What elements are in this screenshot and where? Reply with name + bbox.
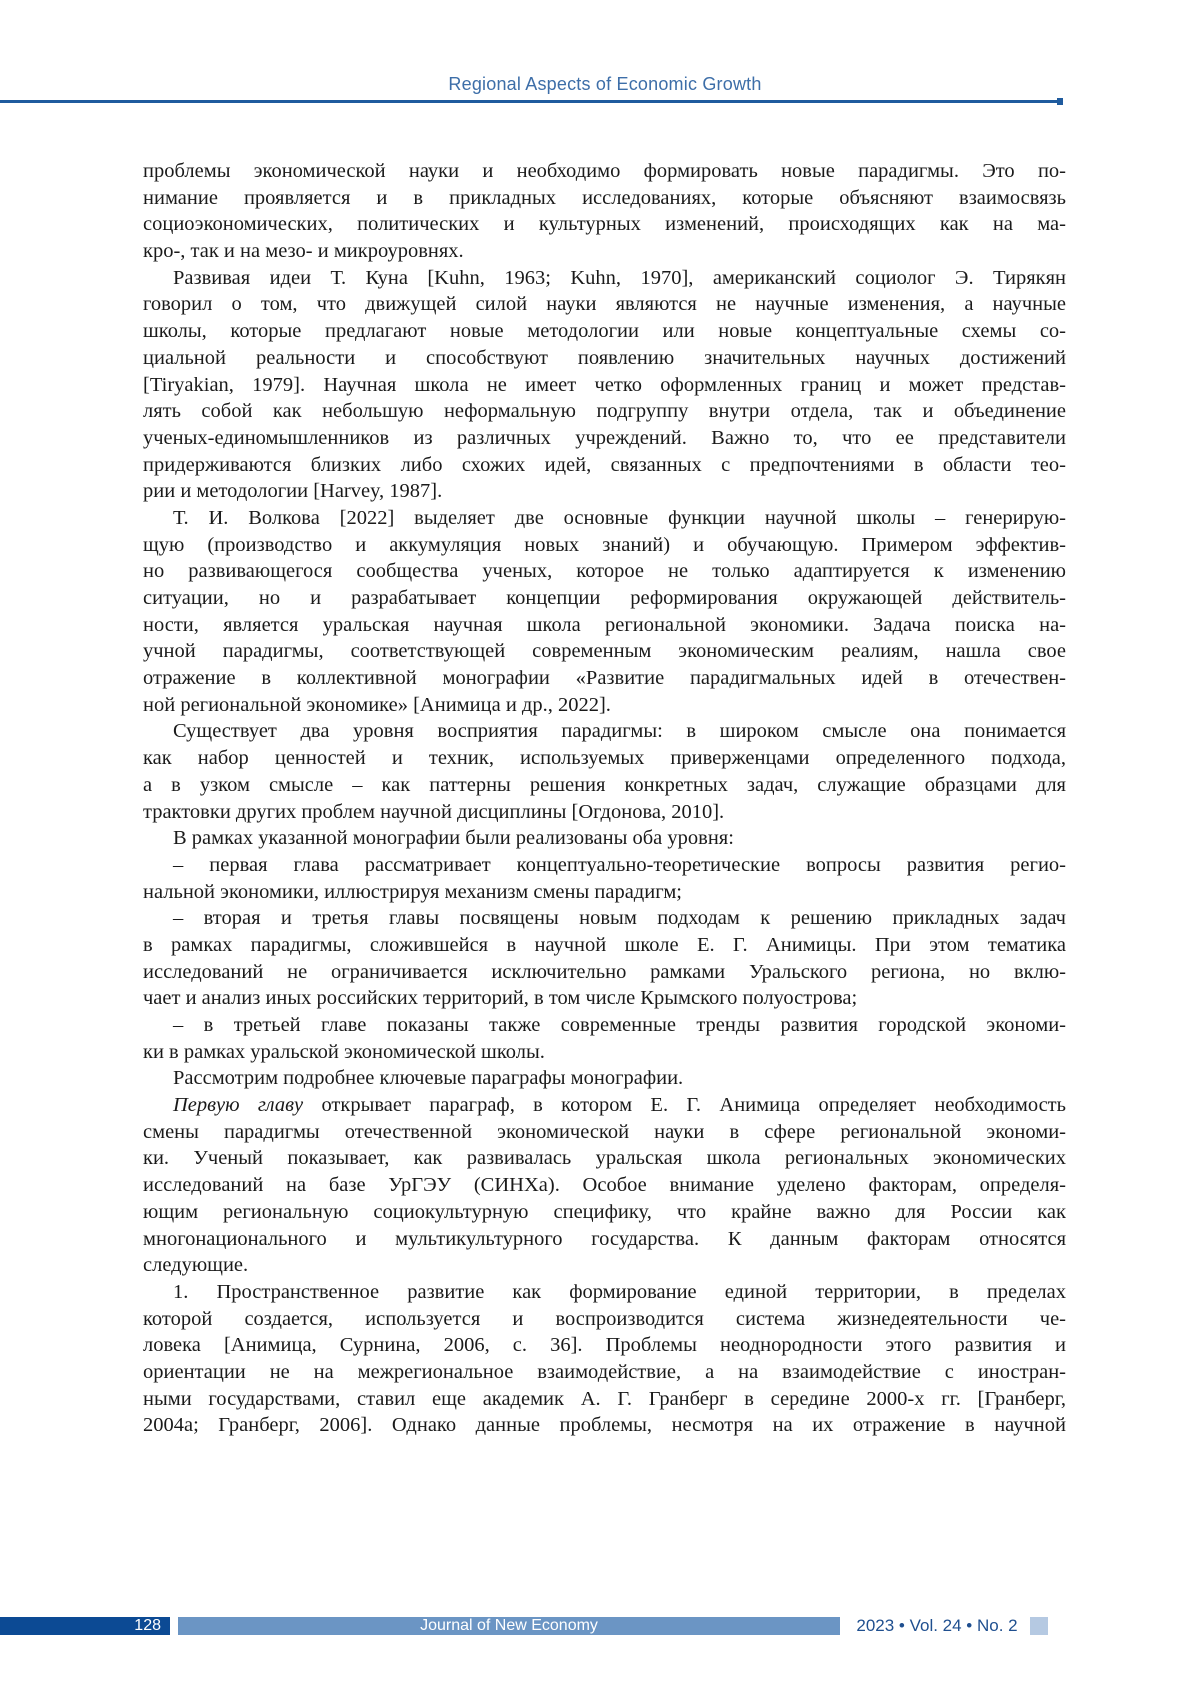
paragraph: [143, 1279, 1066, 1439]
footer-marker: [1030, 1617, 1048, 1635]
line-text: нимание проявляется и в прикладных исследованиях, которые объясняют взаимосвязь: [143, 187, 1066, 209]
header-rule: [0, 100, 1058, 103]
line-text: социоэкономических, политических и культурных изменений, происходящих как на ма-: [143, 213, 1066, 235]
text-line: [143, 1199, 1066, 1226]
running-header-title: Regional Aspects of Economic Growth: [448, 74, 761, 94]
text-line: [143, 1145, 1066, 1172]
line-text: ной региональной экономике» [Анимица и др., 2022].: [143, 694, 611, 716]
text-line: [143, 1412, 1066, 1439]
line-text: рии и методологии [Harvey, 1987].: [143, 480, 442, 502]
line-text: Рассмотрим подробнее ключевые параграфы монографии.: [173, 1067, 683, 1089]
text-line: [143, 985, 1066, 1012]
paragraph: [143, 718, 1066, 825]
line-text: школы, которые предлагают новые методологии или новые концептуальные схемы со-: [143, 320, 1066, 342]
line-text: ными государствами, ставил еще академик А. Г. Гранберг в середине 2000-х гг. [Гранберг,: [143, 1388, 1066, 1410]
line-text: придерживаются близких либо схожих идей, связанных с предпочтениями в области тео-: [143, 454, 1066, 476]
line-text: ки в рамках уральской экономической школы.: [143, 1041, 545, 1063]
line-text: – в третьей главе показаны также современные тренды развития городской экономи-: [173, 1014, 1066, 1036]
italic-lead: Первую главу: [173, 1094, 303, 1116]
line-text: ности, является уральская научная школа региональной экономики. Задача поиска на-: [143, 614, 1066, 636]
line-text: трактовки других проблем научной дисциплины [Огдонова, 2010].: [143, 801, 724, 823]
text-line: [143, 879, 1066, 906]
text-line: [143, 852, 1066, 879]
page-number: 128: [0, 1617, 170, 1635]
line-text: ситуации, но и разрабатывает концепции реформирования окружающей действитель-: [143, 587, 1066, 609]
text-line: [143, 185, 1066, 212]
text-line: [143, 1332, 1066, 1359]
line-text: Развивая идеи Т. Куна [Kuhn, 1963; Kuhn, 1970], американский социолог Э. Тирякян: [173, 267, 1066, 289]
line-text: которой создается, используется и воспроизводится система жизнедеятельности че-: [143, 1308, 1066, 1330]
line-text: но развивающегося сообщества ученых, которое не только адаптируется к изменению: [143, 560, 1066, 582]
text-line: [143, 772, 1066, 799]
text-line: [143, 318, 1066, 345]
line-text: ориентации не на межрегиональное взаимодействие, а на взаимодействие с иностран-: [143, 1361, 1066, 1383]
line-text: многонационального и мультикультурного государства. К данным факторам относятся: [143, 1228, 1066, 1250]
text-line: [143, 799, 1066, 826]
line-text: лять собой как небольшую неформальную подгруппу внутри отдела, так и объединение: [143, 400, 1066, 422]
line-text: смены парадигмы отечественной экономической науки в сфере региональной экономи-: [143, 1121, 1066, 1143]
line-text: открывает параграф, в котором Е. Г. Анимица определяет необходимость: [303, 1094, 1066, 1116]
text-line: [143, 1279, 1066, 1306]
line-text: исследований на базе УрГЭУ (СИНХа). Особое внимание уделено факторам, определя-: [143, 1174, 1066, 1196]
text-line: [143, 1359, 1066, 1386]
line-text: кро-, так и на мезо- и микроуровнях.: [143, 240, 464, 262]
text-line: [143, 372, 1066, 399]
paragraph: [143, 1092, 1066, 1279]
text-line: [143, 452, 1066, 479]
line-text: говорил о том, что движущей силой науки являются не научные изменения, а научные: [143, 293, 1066, 315]
text-line: [143, 692, 1066, 719]
line-text: ки. Ученый показывает, как развивалась уральская школа региональных экономических: [143, 1147, 1066, 1169]
line-text: проблемы экономической науки и необходимо формировать новые парадигмы. Это по-: [143, 160, 1066, 182]
text-line: [143, 1226, 1066, 1253]
text-line: [143, 1172, 1066, 1199]
text-line: [143, 345, 1066, 372]
text-line: [143, 158, 1066, 185]
paragraph: [143, 852, 1066, 905]
line-text: нальной экономики, иллюстрируя механизм смены парадигм;: [143, 881, 682, 903]
line-text: отражение в коллективной монографии «Развитие парадигмальных идей в отечествен-: [143, 667, 1066, 689]
text-line: [143, 1386, 1066, 1413]
paragraph: [143, 825, 1066, 852]
text-line: [143, 932, 1066, 959]
text-line: [143, 425, 1066, 452]
line-text: циальной реальности и способствуют появлению значительных научных достижений: [143, 347, 1066, 369]
text-line: [143, 612, 1066, 639]
line-text: 2004a; Гранберг, 2006]. Однако данные проблемы, несмотря на их отражение в научной: [143, 1414, 1066, 1436]
text-line: [143, 905, 1066, 932]
text-line: [143, 211, 1066, 238]
header-rule-end-marker: [1057, 98, 1063, 105]
running-header: [0, 74, 1200, 95]
line-text: ющим региональную социокультурную специфику, что крайне важно для России как: [143, 1201, 1066, 1223]
line-text: как набор ценностей и техник, используемых приверженцами определенного подхода,: [143, 747, 1066, 769]
line-text: [Tiryakian, 1979]. Научная школа не имеет четко оформленных границ и может представ-: [143, 374, 1066, 396]
text-line: [143, 1039, 1066, 1066]
line-text: учной парадигмы, соответствующей современным экономическим реалиям, нашла свое: [143, 640, 1066, 662]
text-line: [143, 745, 1066, 772]
paragraph: [143, 905, 1066, 1012]
text-line: [143, 1092, 1066, 1119]
text-line: [143, 398, 1066, 425]
text-line: [143, 665, 1066, 692]
text-line: [143, 478, 1066, 505]
text-line: [143, 238, 1066, 265]
line-text: В рамках указанной монографии были реализованы оба уровня:: [173, 827, 734, 849]
line-text: в рамках парадигмы, сложившейся в научной школе Е. Г. Анимицы. При этом тематика: [143, 934, 1066, 956]
line-text: чает и анализ иных российских территорий, в том числе Крымского полуострова;: [143, 987, 857, 1009]
line-text: щую (производство и аккумуляция новых знаний) и обучающую. Примером эффектив-: [143, 534, 1066, 556]
text-line: [143, 1306, 1066, 1333]
text-line: [143, 825, 1066, 852]
line-text: следующие.: [143, 1254, 248, 1276]
line-text: Существует два уровня восприятия парадигмы: в широком смысле она понимается: [173, 720, 1066, 742]
journal-name: Journal of New Economy: [178, 1617, 840, 1635]
line-text: ученых-единомышленников из различных учреждений. Важно то, что ее представители: [143, 427, 1066, 449]
text-line: [143, 638, 1066, 665]
text-line: [143, 959, 1066, 986]
paragraph: [143, 505, 1066, 719]
line-text: – первая глава рассматривает концептуально-теоретические вопросы развития регио-: [173, 854, 1066, 876]
text-line: [143, 718, 1066, 745]
text-line: [143, 585, 1066, 612]
line-text: исследований не ограничивается исключительно рамками Уральского региона, но вклю-: [143, 961, 1066, 983]
text-line: [143, 291, 1066, 318]
line-text: 1. Пространственное развитие как формирование единой территории, в пределах: [173, 1281, 1066, 1303]
article-body: [143, 158, 1066, 1439]
text-line: [143, 1119, 1066, 1146]
line-text: – вторая и третья главы посвящены новым подходам к решению прикладных задач: [173, 907, 1066, 929]
text-line: [143, 1012, 1066, 1039]
paragraph: [143, 1012, 1066, 1065]
text-line: [143, 505, 1066, 532]
text-line: [143, 265, 1066, 292]
text-line: [143, 1065, 1066, 1092]
paragraph: [143, 158, 1066, 265]
text-line: [143, 532, 1066, 559]
line-text: ловека [Анимица, Сурнина, 2006, с. 36]. Проблемы неоднородности этого развития и: [143, 1334, 1066, 1356]
line-text: Т. И. Волкова [2022] выделяет две основные функции научной школы – генерирую-: [173, 507, 1066, 529]
paragraph: [143, 1065, 1066, 1092]
paragraph: [143, 265, 1066, 505]
line-text: а в узком смысле – как паттерны решения конкретных задач, служащие образцами для: [143, 774, 1066, 796]
issue-info: 2023 • Vol. 24 • No. 2: [852, 1617, 1022, 1635]
text-line: [143, 1252, 1066, 1279]
text-line: [143, 558, 1066, 585]
